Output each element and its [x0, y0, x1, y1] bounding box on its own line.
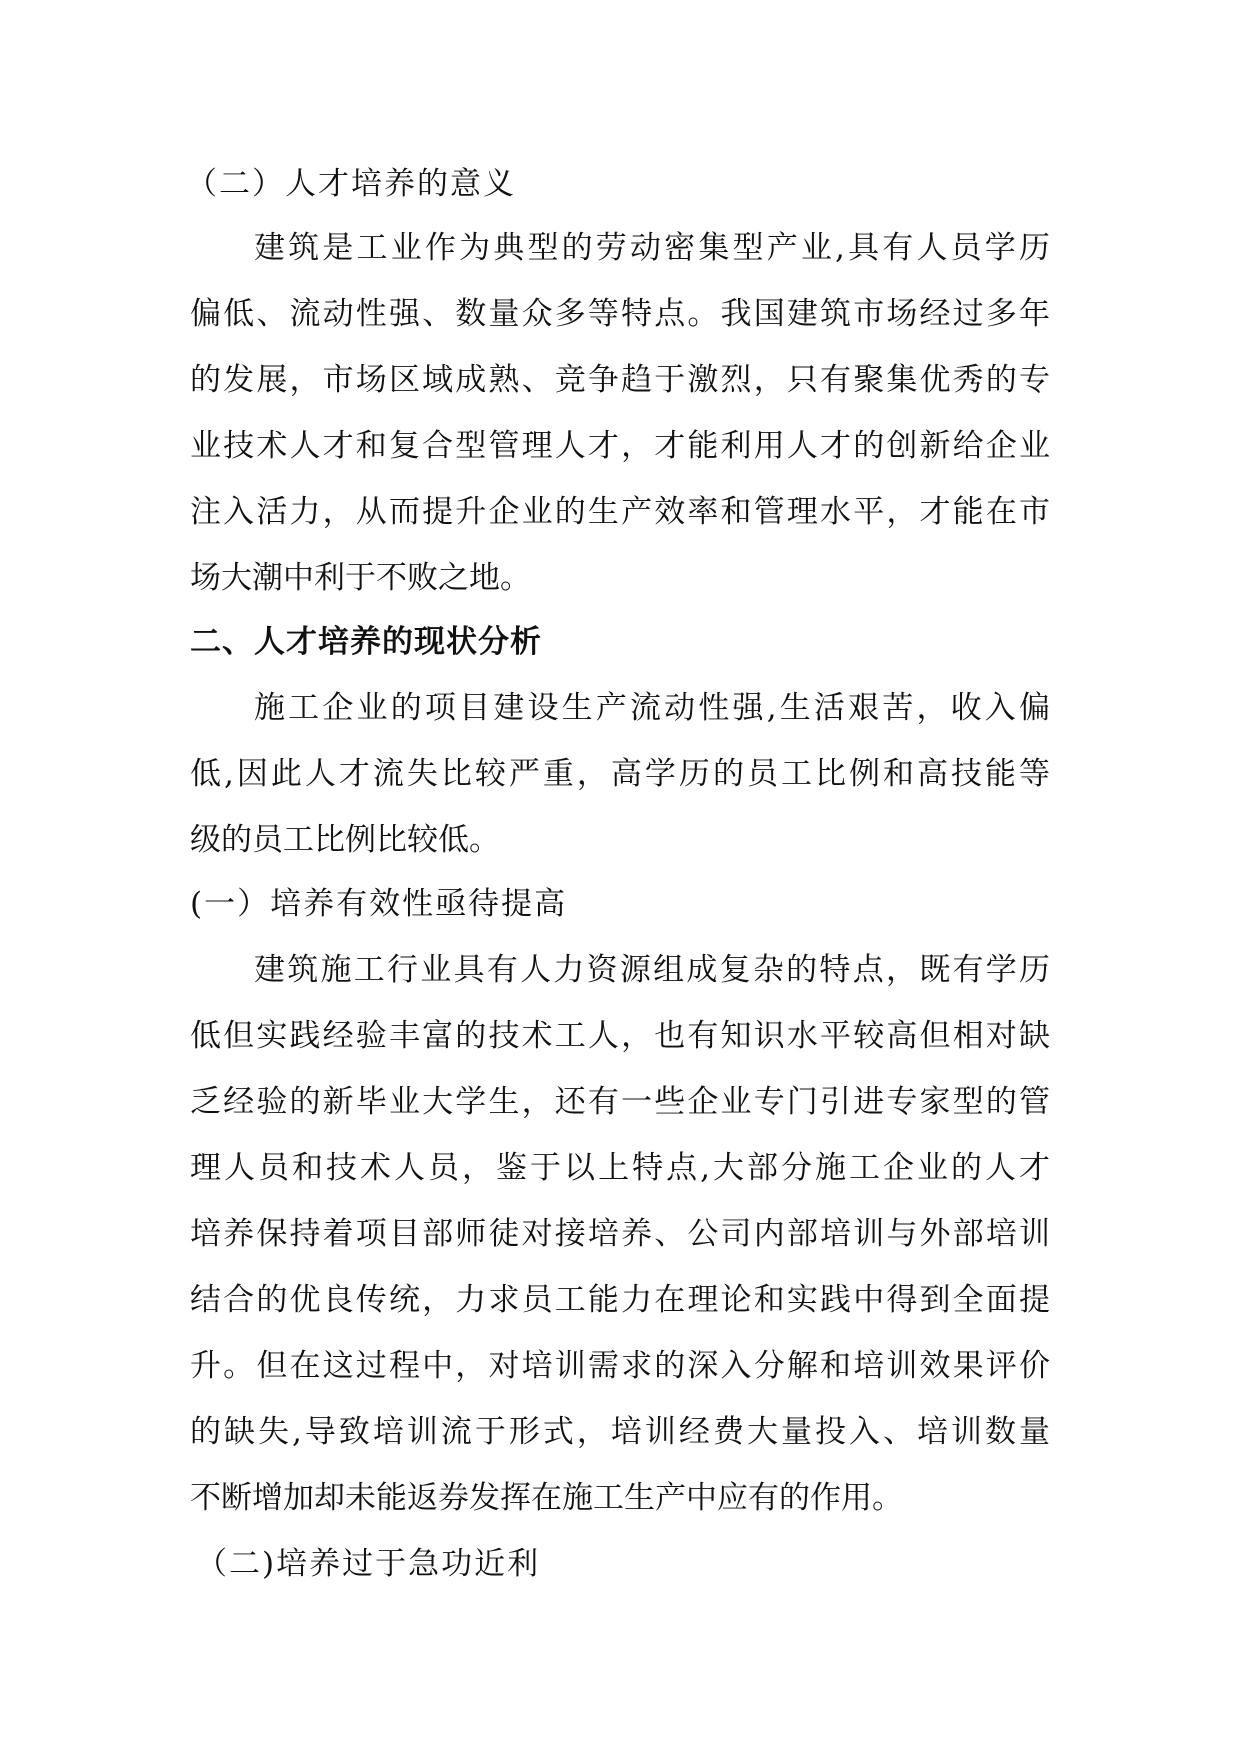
paragraph-line: 低但实践经验丰富的技术工人，也有知识水平较高但相对缺: [190, 1018, 1050, 1054]
paragraph-line: 培养保持着项目部师徒对接培养、公司内部培训与外部培训: [190, 1216, 1050, 1252]
paragraph-line: 偏低、流动性强、数量众多等特点。我国建筑市场经过多年: [190, 296, 1050, 332]
section-heading-short-term: （二)培养过于急功近利: [196, 1546, 541, 1582]
section-heading-effectiveness: (一）培养有效性亟待提高: [190, 886, 568, 922]
paragraph-line: 升。但在这过程中，对培训需求的深入分解和培训效果评价: [190, 1348, 1050, 1384]
paragraph-line: 乏经验的新毕业大学生，还有一些企业专门引进专家型的管: [190, 1084, 1050, 1120]
paragraph-line: 级的员工比例比较低。: [190, 822, 500, 858]
paragraph-line: 不断增加却未能返券发挥在施工生产中应有的作用。: [190, 1480, 903, 1516]
paragraph-line: 的发展，市场区域成熟、竞争趋于激烈，只有聚集优秀的专: [190, 362, 1050, 398]
paragraph-line: 理人员和技术人员，鉴于以上特点,大部分施工企业的人才: [190, 1150, 1050, 1186]
paragraph-line: 的缺失,导致培训流于形式，培训经费大量投入、培训数量: [190, 1414, 1050, 1450]
paragraph-line: 施工企业的项目建设生产流动性强,生活艰苦，收入偏: [254, 690, 1050, 726]
paragraph-line: 业技术人才和复合型管理人才，才能利用人才的创新给企业: [190, 428, 1050, 464]
chapter-heading-status-analysis: 二、人才培养的现状分析: [190, 624, 542, 660]
paragraph-line: 结合的优良传统，力求员工能力在理论和实践中得到全面提: [190, 1282, 1050, 1318]
paragraph-line: 低,因此人才流失比较严重，高学历的员工比例和高技能等: [190, 756, 1050, 792]
paragraph-line: 注入活力，从而提升企业的生产效率和管理水平，才能在市: [190, 494, 1050, 530]
paragraph-line: 建筑施工行业具有人力资源组成复杂的特点，既有学历: [254, 952, 1050, 988]
paragraph-line: 建筑是工业作为典型的劳动密集型产业,具有人员学历: [254, 230, 1050, 266]
paragraph-line: 场大潮中利于不败之地。: [190, 560, 531, 596]
section-heading-significance: （二）人才培养的意义: [186, 166, 516, 202]
